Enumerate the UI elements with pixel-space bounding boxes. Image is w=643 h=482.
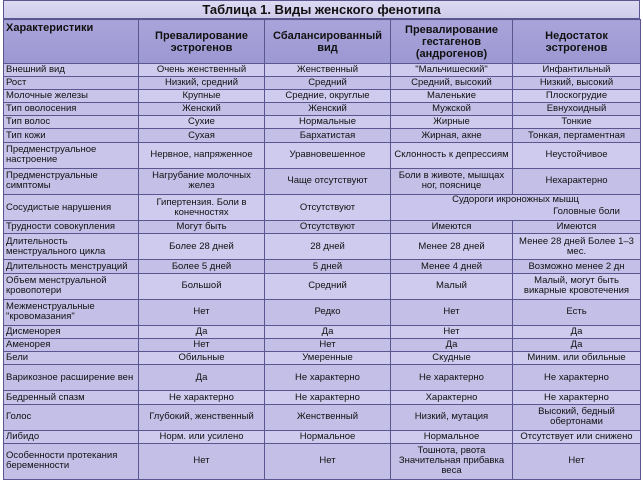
table-row	[4, 103, 641, 116]
row-label: Предменструальные симптомы	[4, 168, 139, 194]
row-cell: Жирные	[391, 116, 513, 129]
row-cell: Большой	[139, 273, 265, 299]
row-cell: Малый, могут быть викарные кровотечения	[513, 273, 641, 299]
row-label: Аменорея	[4, 339, 139, 352]
table-row	[4, 391, 641, 404]
row-cell: Средний	[265, 77, 391, 90]
row-cell: Скудные	[391, 352, 513, 365]
row-cell: Обильные	[139, 352, 265, 365]
row-cell: Бархатистая	[265, 129, 391, 142]
header-row	[4, 20, 641, 64]
row-label: Рост	[4, 77, 139, 90]
row-cell: Нет	[265, 443, 391, 479]
row-cell: Имеются	[513, 221, 641, 234]
merged-cell	[391, 194, 641, 220]
table-row	[4, 339, 641, 352]
row-label: Молочные железы	[4, 90, 139, 103]
row-label: Тип волос	[4, 116, 139, 129]
table-body	[4, 64, 641, 480]
row-cell: Да	[139, 325, 265, 338]
row-cell: Редко	[265, 299, 391, 325]
row-cell: Отсутствуют	[265, 194, 391, 220]
row-label: Тип оволосения	[4, 103, 139, 116]
table-row	[4, 365, 641, 391]
table-row	[4, 194, 641, 220]
row-cell: Низкий, средний	[139, 77, 265, 90]
row-cell: Крупные	[139, 90, 265, 103]
row-label: Предменструальное настроение	[4, 142, 139, 168]
table-row	[4, 352, 641, 365]
header-estrogen-dominance: Превалирование эстрогенов	[139, 20, 265, 64]
row-cell: Малый	[391, 273, 513, 299]
row-label: Трудности совокупления	[4, 221, 139, 234]
row-cell: Не характерно	[513, 365, 641, 391]
row-label: Объем менструальной кровопотери	[4, 273, 139, 299]
row-cell: Женственный	[265, 404, 391, 430]
row-cell: Боли в животе, мышцах ног, пояснице	[391, 168, 513, 194]
row-cell: Глубокий, женственный	[139, 404, 265, 430]
row-cell: Характерно	[391, 391, 513, 404]
row-cell: Есть	[513, 299, 641, 325]
row-cell: Да	[391, 339, 513, 352]
row-label: Внешний вид	[4, 64, 139, 77]
row-label: Дисменорея	[4, 325, 139, 338]
table-row	[4, 273, 641, 299]
merged-cell-last: Головные боли	[553, 205, 620, 217]
row-cell: Низкий, высокий	[513, 77, 641, 90]
row-label: Длительность менструаций	[4, 260, 139, 273]
row-cell: Мужской	[391, 103, 513, 116]
row-cell: Средний, высокий	[391, 77, 513, 90]
table-row	[4, 404, 641, 430]
row-cell: Нет	[513, 443, 641, 479]
row-cell: Нет	[391, 325, 513, 338]
row-cell: 28 дней	[265, 234, 391, 260]
row-cell: Да	[513, 339, 641, 352]
row-label: Бели	[4, 352, 139, 365]
row-cell: Менее 28 дней Более 1–3 мес.	[513, 234, 641, 260]
row-cell: Нет	[139, 339, 265, 352]
row-cell: 5 дней	[265, 260, 391, 273]
row-cell: Могут быть	[139, 221, 265, 234]
row-cell: Нехарактерно	[513, 168, 641, 194]
row-cell: Уравновешенное	[265, 142, 391, 168]
merged-cell-text: Судороги икроножных мышц	[452, 194, 579, 205]
row-cell: Нагрубание молочных желез	[139, 168, 265, 194]
row-cell: Инфантильный	[513, 64, 641, 77]
row-label: Межменструальные "кровомазания"	[4, 299, 139, 325]
row-label: Либидо	[4, 430, 139, 443]
table-row	[4, 325, 641, 338]
row-cell: Возможно менее 2 дн	[513, 260, 641, 273]
table-row	[4, 168, 641, 194]
table-row	[4, 299, 641, 325]
row-label: Тип кожи	[4, 129, 139, 142]
row-cell: Сухие	[139, 116, 265, 129]
header-estrogen-deficiency: Недостаток эстрогенов	[513, 20, 641, 64]
table-row	[4, 234, 641, 260]
row-label: Варикозное расширение вен	[4, 365, 139, 391]
row-cell: Нервное, напряженное	[139, 142, 265, 168]
row-cell: Умеренные	[265, 352, 391, 365]
row-cell: Нет	[139, 299, 265, 325]
table-row	[4, 90, 641, 103]
row-cell: Жирная, акне	[391, 129, 513, 142]
row-cell: Тонкие	[513, 116, 641, 129]
row-cell: Маленькие	[391, 90, 513, 103]
table-title: Таблица 1. Виды женского фенотипа	[3, 0, 640, 19]
row-cell: Тонкая, пергаментная	[513, 129, 641, 142]
row-cell: Нет	[265, 339, 391, 352]
row-cell: Менее 28 дней	[391, 234, 513, 260]
row-cell: Сухая	[139, 129, 265, 142]
header-characteristics: Характеристики	[4, 20, 139, 64]
row-cell: Отсутствуют	[265, 221, 391, 234]
row-cell: Не характерно	[265, 391, 391, 404]
row-label: Длительность менструального цикла	[4, 234, 139, 260]
row-cell: Средний	[265, 273, 391, 299]
row-cell: Нормальное	[265, 430, 391, 443]
row-cell: Евнухоидный	[513, 103, 641, 116]
row-cell: Низкий, мутация	[391, 404, 513, 430]
row-cell: Тошнота, рвота Значительная прибавка веса	[391, 443, 513, 479]
row-label: Сосудистые нарушения	[4, 194, 139, 220]
table-row	[4, 443, 641, 479]
row-cell: Имеются	[391, 221, 513, 234]
row-cell: Нет	[391, 299, 513, 325]
row-cell: Да	[265, 325, 391, 338]
row-cell: Не характерно	[265, 365, 391, 391]
row-label: Особенности протекания беременности	[4, 443, 139, 479]
table-row	[4, 260, 641, 273]
row-cell: Женский	[139, 103, 265, 116]
row-cell: Менее 4 дней	[391, 260, 513, 273]
row-cell: Женственный	[265, 64, 391, 77]
row-cell: Норм. или усилено	[139, 430, 265, 443]
row-cell: Гипертензия. Боли в конечностях	[139, 194, 265, 220]
row-cell: Не характерно	[391, 365, 513, 391]
row-cell: Более 28 дней	[139, 234, 265, 260]
row-label: Бедренный спазм	[4, 391, 139, 404]
row-cell: Миним. или обильные	[513, 352, 641, 365]
table-row	[4, 221, 641, 234]
header-balanced: Сбалансированный вид	[265, 20, 391, 64]
row-cell: Нормальное	[391, 430, 513, 443]
table-row	[4, 116, 641, 129]
row-cell: Более 5 дней	[139, 260, 265, 273]
row-cell: Высокий, бедный обертонами	[513, 404, 641, 430]
table-row	[4, 77, 641, 90]
row-cell: "Мальчишеский"	[391, 64, 513, 77]
table-row	[4, 142, 641, 168]
row-cell: Да	[513, 325, 641, 338]
header-gestagen-dominance: Превалирование гестагенов (андрогенов)	[391, 20, 513, 64]
table-row	[4, 430, 641, 443]
row-cell: Да	[139, 365, 265, 391]
table-row	[4, 129, 641, 142]
row-cell: Нет	[139, 443, 265, 479]
row-cell: Плоскогрудие	[513, 90, 641, 103]
phenotype-table	[3, 19, 641, 480]
row-label: Голос	[4, 404, 139, 430]
row-cell: Отсутствует или снижено	[513, 430, 641, 443]
row-cell: Склонность к депрессиям	[391, 142, 513, 168]
row-cell: Не характерно	[513, 391, 641, 404]
row-cell: Неустойчивое	[513, 142, 641, 168]
row-cell: Не характерно	[139, 391, 265, 404]
row-cell: Очень женственный	[139, 64, 265, 77]
row-cell: Средние, округлые	[265, 90, 391, 103]
row-cell: Чаще отсутствуют	[265, 168, 391, 194]
table-row	[4, 64, 641, 77]
row-cell: Нормальные	[265, 116, 391, 129]
row-cell: Женский	[265, 103, 391, 116]
